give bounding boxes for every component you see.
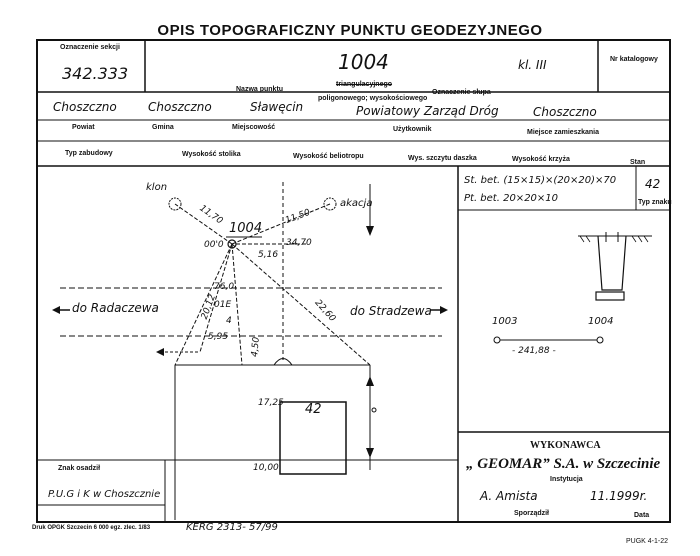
- date-label: Data: [634, 512, 650, 519]
- state-label: Stan: [630, 159, 646, 166]
- spec-line-1: St. bet. (15×15)×(20×20)×70: [464, 175, 617, 186]
- commune-label: Gmina: [152, 124, 174, 131]
- tripod-height-label: Wysokość beliotropu: [293, 153, 364, 160]
- value-760: 76,0: [214, 282, 235, 292]
- distance-offset: 5,16: [258, 250, 279, 260]
- table-height-label: Wysokość stolika: [182, 151, 241, 158]
- print-note: Druk OPGK Szczecin 6 000 egz. zlec. 1/83: [32, 525, 151, 531]
- sketch-point-number: 1004: [229, 221, 263, 236]
- height-bottom: 10,00: [253, 463, 279, 473]
- sign-type-label: Typ znaku: [638, 199, 672, 206]
- building-type-label: Typ zabudowy: [65, 150, 113, 157]
- residence-value: Choszczno: [533, 105, 597, 119]
- value-4: 4: [226, 316, 232, 326]
- date-value: 11.1999r.: [590, 489, 648, 503]
- residence-label: Miejsce zamieszkania: [527, 129, 599, 136]
- locality-value: Sławęcin: [250, 100, 304, 114]
- spec-line-2: Pt. bet. 20×20×10: [464, 193, 559, 204]
- pillar-label: Oznaczenie słupa: [432, 89, 491, 96]
- distance-between: - 241,88 -: [512, 346, 556, 356]
- commune-value: Choszczno: [148, 100, 212, 114]
- contractor-name: „ GEOMAR” S.A. w Szczecinie: [466, 456, 661, 472]
- mark-value: P.U.G i K w Choszcznie: [48, 489, 161, 500]
- value-595: 5,95: [208, 332, 229, 342]
- section-value: 342.333: [62, 64, 129, 83]
- county-value: Choszczno: [53, 100, 117, 114]
- distance-right-diag: 22,60: [312, 298, 338, 324]
- tip-height-label: Wys. szczytu daszka: [408, 155, 477, 162]
- distance-left-diag: 20,12: [199, 293, 218, 321]
- cross-height-label: Wysokość krzyża: [512, 156, 570, 163]
- author-label: Sporządził: [514, 510, 550, 517]
- polygon-label: poligonowego; wysokościowego: [318, 95, 428, 102]
- kerg-number: KERG 2313- 57/99: [186, 522, 278, 533]
- tree-klon: klon: [146, 182, 168, 193]
- institution-label: Instytucja: [550, 476, 583, 483]
- contractor-label: WYKONAWCA: [530, 440, 601, 451]
- sign-type-value: 42: [645, 177, 661, 191]
- direction-radaczewo: do Radaczewa: [72, 301, 159, 315]
- distance-klon: 11,70: [197, 203, 225, 227]
- tree-akacja: akacja: [340, 198, 373, 209]
- document-title: OPIS TOPOGRAFICZNY PUNKTU GEODEZYJNEGO: [157, 22, 543, 39]
- angle-value: 00'0: [204, 240, 224, 250]
- county-label: Powiat: [72, 124, 95, 131]
- from-point: 1003: [492, 316, 518, 327]
- building-number: 42: [305, 402, 322, 417]
- triangulation-label: triangulacyjnego: [336, 81, 393, 88]
- section-label: Oznaczenie sekcji: [60, 44, 120, 51]
- user-label: Użytkownik: [393, 126, 432, 133]
- height-top: 17,25: [258, 398, 284, 408]
- author-value: A. Amista: [480, 489, 538, 503]
- to-point: 1004: [588, 316, 614, 327]
- point-name-label: Nazwa punktu: [236, 86, 284, 93]
- value-450: 4,50: [250, 336, 262, 358]
- mark-label: Znak osadził: [58, 465, 101, 472]
- catalog-label: Nr katalogowy: [610, 56, 658, 63]
- form-code: PUGK 4-1-22: [626, 538, 669, 545]
- direction-stradzewo: do Stradzewa: [350, 304, 432, 318]
- distance-right: 34,70: [286, 238, 312, 248]
- point-number: 1004: [338, 50, 389, 74]
- value-01e: 01E: [214, 300, 232, 310]
- distance-akacja: 11,50: [284, 207, 312, 227]
- user-value: Powiatowy Zarząd Dróg: [356, 104, 499, 118]
- locality-label: Miejscowość: [232, 124, 276, 131]
- class-value: kl. III: [518, 58, 547, 72]
